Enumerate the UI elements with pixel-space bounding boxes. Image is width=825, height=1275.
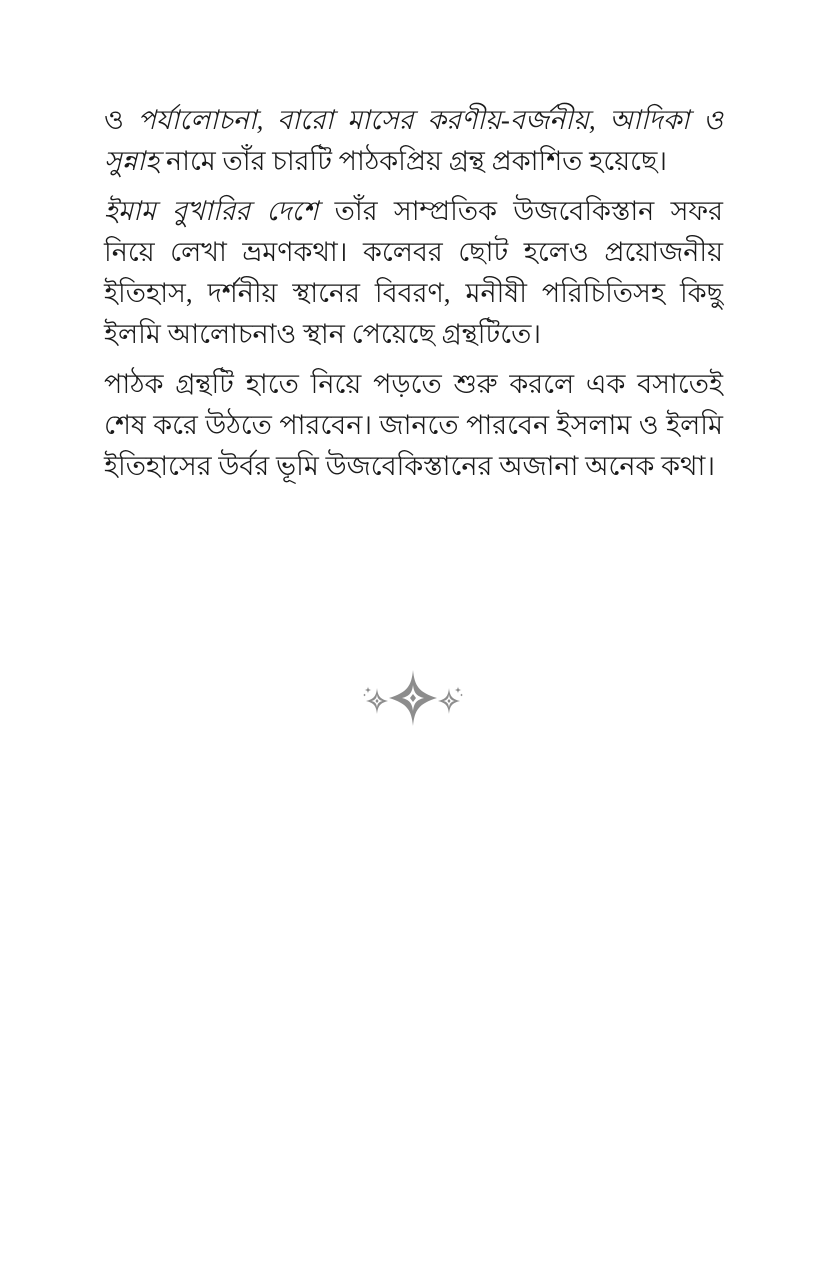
text-block bbox=[104, 100, 723, 496]
book-title-italic: ইমাম বুখারির দেশে bbox=[104, 196, 319, 226]
book-titles-italic: পর্যালোচনা, বারো মাসের করণীয়-বর্জনীয়, আদিকা ও সুন্নাহ bbox=[104, 105, 724, 176]
paragraph-text: নামে তাঁর চারটি পাঠকপ্রিয় গ্রন্থ প্রকাশিত হয়েছে। bbox=[159, 146, 667, 176]
three-stars-ornament-icon bbox=[363, 668, 463, 733]
paragraph-text: ও bbox=[104, 105, 138, 135]
paragraph-2 bbox=[104, 191, 723, 355]
paragraph-text: পাঠক গ্রন্থটি হাতে নিয়ে পড়তে শুরু করলে এক বসাতেই শেষ করে উঠতে পারবেন। জানতে পারবেন ইসলাম ও ইলমি ইতিহাসের উর্বর ভূমি উজবেকিস্তানের অজানা অনেক কথা। bbox=[104, 369, 723, 481]
paragraph-3 bbox=[104, 364, 723, 487]
paragraph-text: তাঁর সাম্প্রতিক উজবেকিস্তান সফর নিয়ে লেখা ভ্রমণকথা। কলেবর ছোট হলেও প্রয়োজনীয় ইতিহাস, দর্শনীয় স্থানের বিবরণ, মনীষী পরিচিতিসহ কিছু ইলমি আলোচনাও স্থান পেয়েছে গ্রন্থটিতে। bbox=[104, 196, 723, 349]
section-divider bbox=[0, 668, 825, 733]
paragraph-1 bbox=[104, 100, 723, 182]
